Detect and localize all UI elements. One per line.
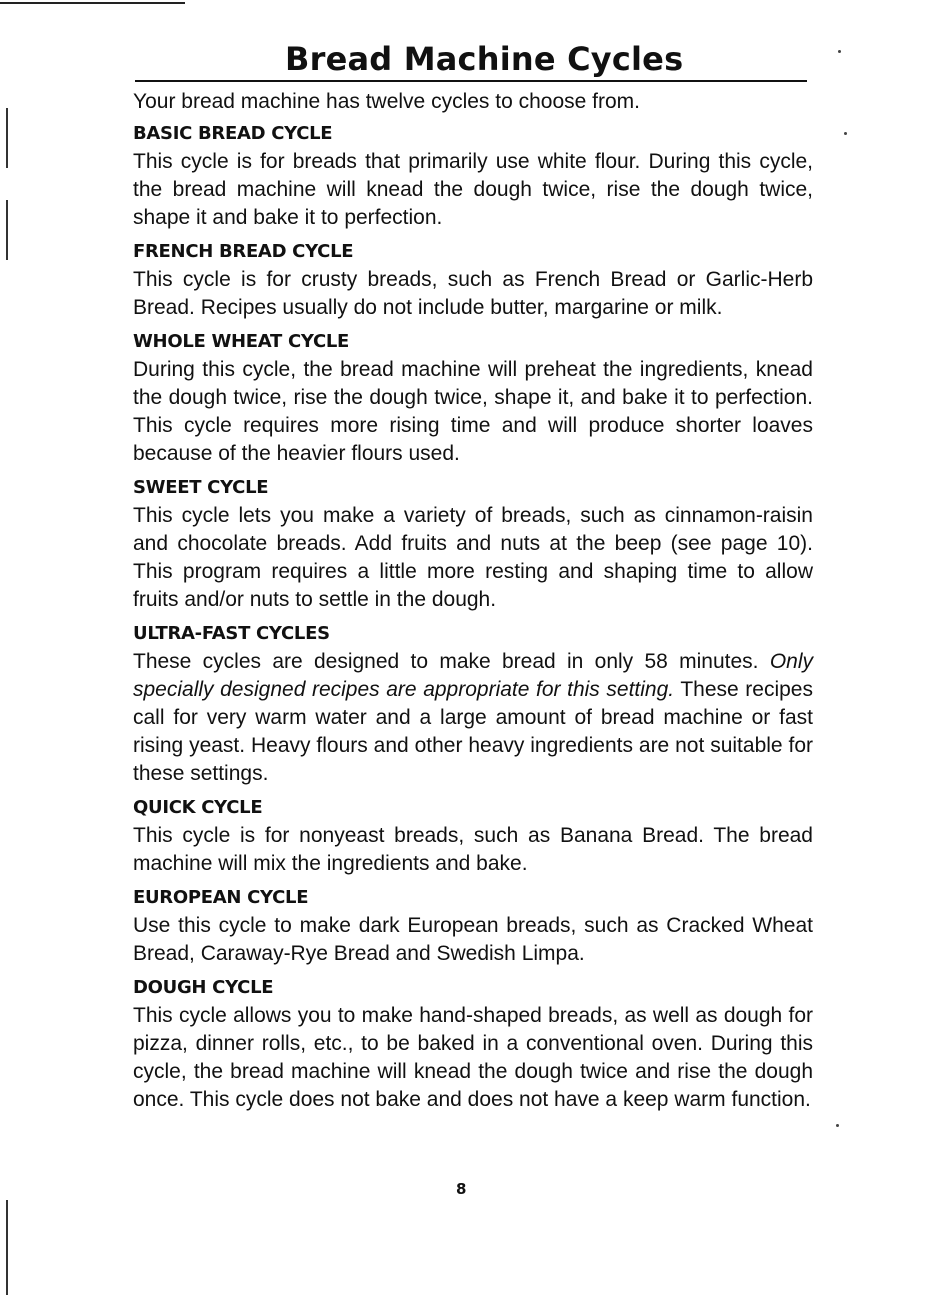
section-ultra-fast-cycles — [133, 620, 813, 788]
scan-artifact-top-line — [0, 2, 185, 4]
section-body-text: These cycles are designed to make bread in only 58 minutes. — [133, 650, 770, 673]
section-sweet-cycle — [133, 474, 813, 614]
section-heading: BASIC BREAD CYCLE — [133, 123, 333, 144]
section-body-emphasis: Only specially designed recipes are appropriate for this setting. — [133, 650, 813, 701]
section-body: Use this cycle to make dark European breads, such as Cracked Wheat Bread, Caraway-Rye Bread and Swedish Limpa. — [133, 914, 813, 965]
scan-speck — [844, 132, 847, 135]
section-whole-wheat-cycle — [133, 328, 813, 468]
section-heading: EUROPEAN CYCLE — [133, 887, 309, 908]
section-body: This cycle allows you to make hand-shaped breads, as well as dough for pizza, dinner rolls, etc., to be baked in a conventional oven. During this cycle, the bread machine will knead the dough twice and rise the dough once. This cycle does not bake and does not have a keep warm function. — [133, 1004, 813, 1111]
section-body-text: These recipes call for very warm water and a large amount of bread machine or fast rising yeast. Heavy flours and other heavy ingredients are not suitable for these settings. — [133, 678, 813, 785]
scan-speck — [836, 1124, 839, 1127]
section-quick-cycle — [133, 794, 813, 878]
title-rule — [135, 80, 807, 82]
section-body — [133, 648, 813, 788]
section-basic-bread-cycle — [133, 120, 813, 232]
document-body — [133, 88, 813, 1120]
section-body: During this cycle, the bread machine will preheat the ingredients, knead the dough twice, rise the dough twice, shape it, and bake it to perfection. This cycle requires more rising time and will produce shorter loaves because of the heavier flours used. — [133, 358, 813, 465]
scan-artifact-left-edge — [6, 108, 8, 168]
scan-speck — [838, 50, 841, 53]
page-title: Bread Machine Cycles — [285, 40, 684, 78]
section-heading: DOUGH CYCLE — [133, 977, 274, 998]
scan-artifact-left-edge — [6, 1200, 8, 1295]
section-body: This cycle is for crusty breads, such as French Bread or Garlic-Herb Bread. Recipes usually do not include butter, margarine or milk. — [133, 268, 813, 319]
section-heading: SWEET CYCLE — [133, 477, 269, 498]
section-heading: QUICK CYCLE — [133, 797, 263, 818]
page-number: 8 — [456, 1180, 467, 1198]
section-body: This cycle is for breads that primarily use white flour. During this cycle, the bread machine will knead the dough twice, rise the dough twice, shape it and bake it to perfection. — [133, 150, 813, 229]
section-body: This cycle lets you make a variety of breads, such as cinnamon-raisin and chocolate breads. Add fruits and nuts at the beep (see page 10). This program requires a little more resting and shaping time to allow fruits and/or nuts to settle in the dough. — [133, 504, 813, 611]
section-heading: WHOLE WHEAT CYCLE — [133, 331, 350, 352]
intro-paragraph: Your bread machine has twelve cycles to choose from. — [133, 90, 640, 113]
section-dough-cycle — [133, 974, 813, 1114]
section-heading: ULTRA-FAST CYCLES — [133, 623, 330, 644]
scan-artifact-left-edge — [6, 200, 8, 260]
section-body: This cycle is for nonyeast breads, such as Banana Bread. The bread machine will mix the ingredients and bake. — [133, 824, 813, 875]
section-heading: FRENCH BREAD CYCLE — [133, 241, 354, 262]
section-european-cycle — [133, 884, 813, 968]
section-french-bread-cycle — [133, 238, 813, 322]
